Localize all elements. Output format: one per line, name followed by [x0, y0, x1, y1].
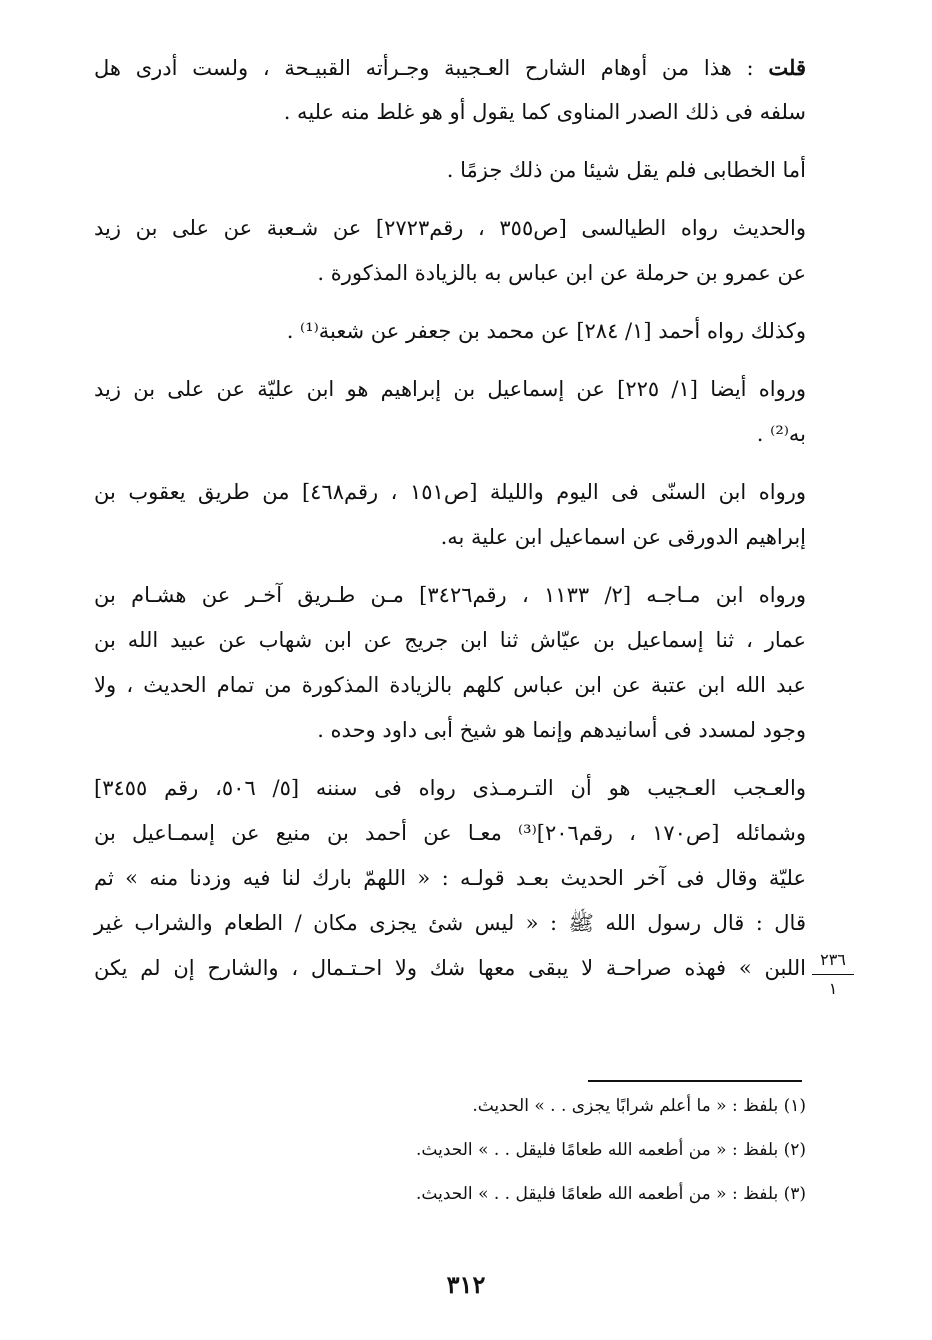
text-line-16: وشمائله [ص١٧٠ ، رقم٢٠٦]⁽³⁾ معـا عن أحمد بن منيع عن إسمـاعيل بن: [94, 821, 807, 845]
text-line-5: عن عمرو بن حرملة عن ابن عباس به بالزيادة المذكورة .: [317, 261, 806, 285]
text-line-13: عبد الله ابن عتبة عن ابن عباس كلهم بالزيادة المذكورة من تمام الحديث ، ولا: [94, 673, 806, 697]
text-line-1: [94, 52, 806, 97]
main-text: [94, 52, 806, 998]
page-number: ٣١٢: [446, 1270, 486, 1299]
text-line-19: اللبن » فهذه صراحـة لا يبقى معها شك ولا احـتـمال ، والشارح إن لم يكن: [94, 956, 806, 980]
margin-reference-rule: [812, 974, 854, 975]
text-line-8: به⁽²⁾ .: [756, 422, 806, 446]
text-line-18: قال : قال رسول الله ﷺ : « ليس شئ يجزى مكان / الطعام والشراب غير: [94, 911, 806, 935]
text-line-4: والحديث رواه الطيالسى [ص٣٥٥ ، رقم٢٧٢٣] عن شـعبة عن على بن زيد: [94, 216, 806, 240]
lead-word: قلت: [768, 55, 806, 80]
text-line-11: ورواه ابن مـاجـه [٢/ ١١٣٣ ، رقم٣٤٢٦] مـن طـريق آخـر عن هشـام بن: [94, 583, 806, 607]
text-line-10: إبراهيم الدورقى عن اسماعيل ابن علية به.: [440, 525, 806, 549]
footnotes: [300, 1094, 806, 1226]
text-line-1-rest: : هذا من أوهام الشارح العـجيبة وجـرأته القبيـحة ، ولست أدرى هل: [94, 56, 769, 80]
footnote-3: (٣) بلفظ : « من أطعمه الله طعامًا فليقل . . » الحديث.: [416, 1184, 806, 1204]
text-line-7: ورواه أيضا [١/ ٢٢٥] عن إسماعيل بن إبراهيم هو ابن عليّة عن على بن زيد: [94, 377, 806, 401]
text-line-3: أما الخطابى فلم يقل شيئا من ذلك جزمًا .: [446, 158, 806, 182]
text-line-6: وكذلك رواه أحمد [١/ ٢٨٤] عن محمد بن جعفر عن شعبة⁽¹⁾ .: [286, 319, 806, 343]
footnote-2: (٢) بلفظ : « من أطعمه الله طعامًا فليقل . . » الحديث.: [416, 1140, 806, 1160]
text-line-2: سلفه فى ذلك الصدر المناوى كما يقول أو هو غلط منه عليه .: [283, 100, 806, 124]
footnote-1: (١) بلفظ : « ما أعلم شرابًا يجزى . . » الحديث.: [472, 1096, 806, 1116]
margin-reference-top: ٢٣٦: [820, 950, 846, 969]
text-line-17: عليّة وقال فى آخر الحديث بعـد قولـه : « اللهمّ بارك لنا فيه وزدنا منه » ثم: [94, 866, 806, 890]
text-line-9: ورواه ابن السنّى فى اليوم والليلة [ص١٥١ ، رقم٤٦٨] من طريق يعقوب بن: [94, 480, 806, 504]
text-line-14: وجود لمسدد فى أسانيدهم وإنما هو شيخ أبى داود وحده .: [317, 718, 806, 742]
margin-reference-bottom: ١: [828, 979, 838, 998]
text-line-15: والعـجب العـجيب هو أن التـرمـذى رواه فى سننه [٥/ ٥٠٦، رقم ٣٤٥٥]: [94, 776, 806, 800]
footnote-separator: [588, 1080, 802, 1082]
margin-reference: [812, 950, 854, 999]
text-line-12: عمار ، ثنا إسماعيل بن عيّاش ثنا ابن جريج عن ابن شهاب عن عبيد الله بن: [94, 628, 806, 652]
